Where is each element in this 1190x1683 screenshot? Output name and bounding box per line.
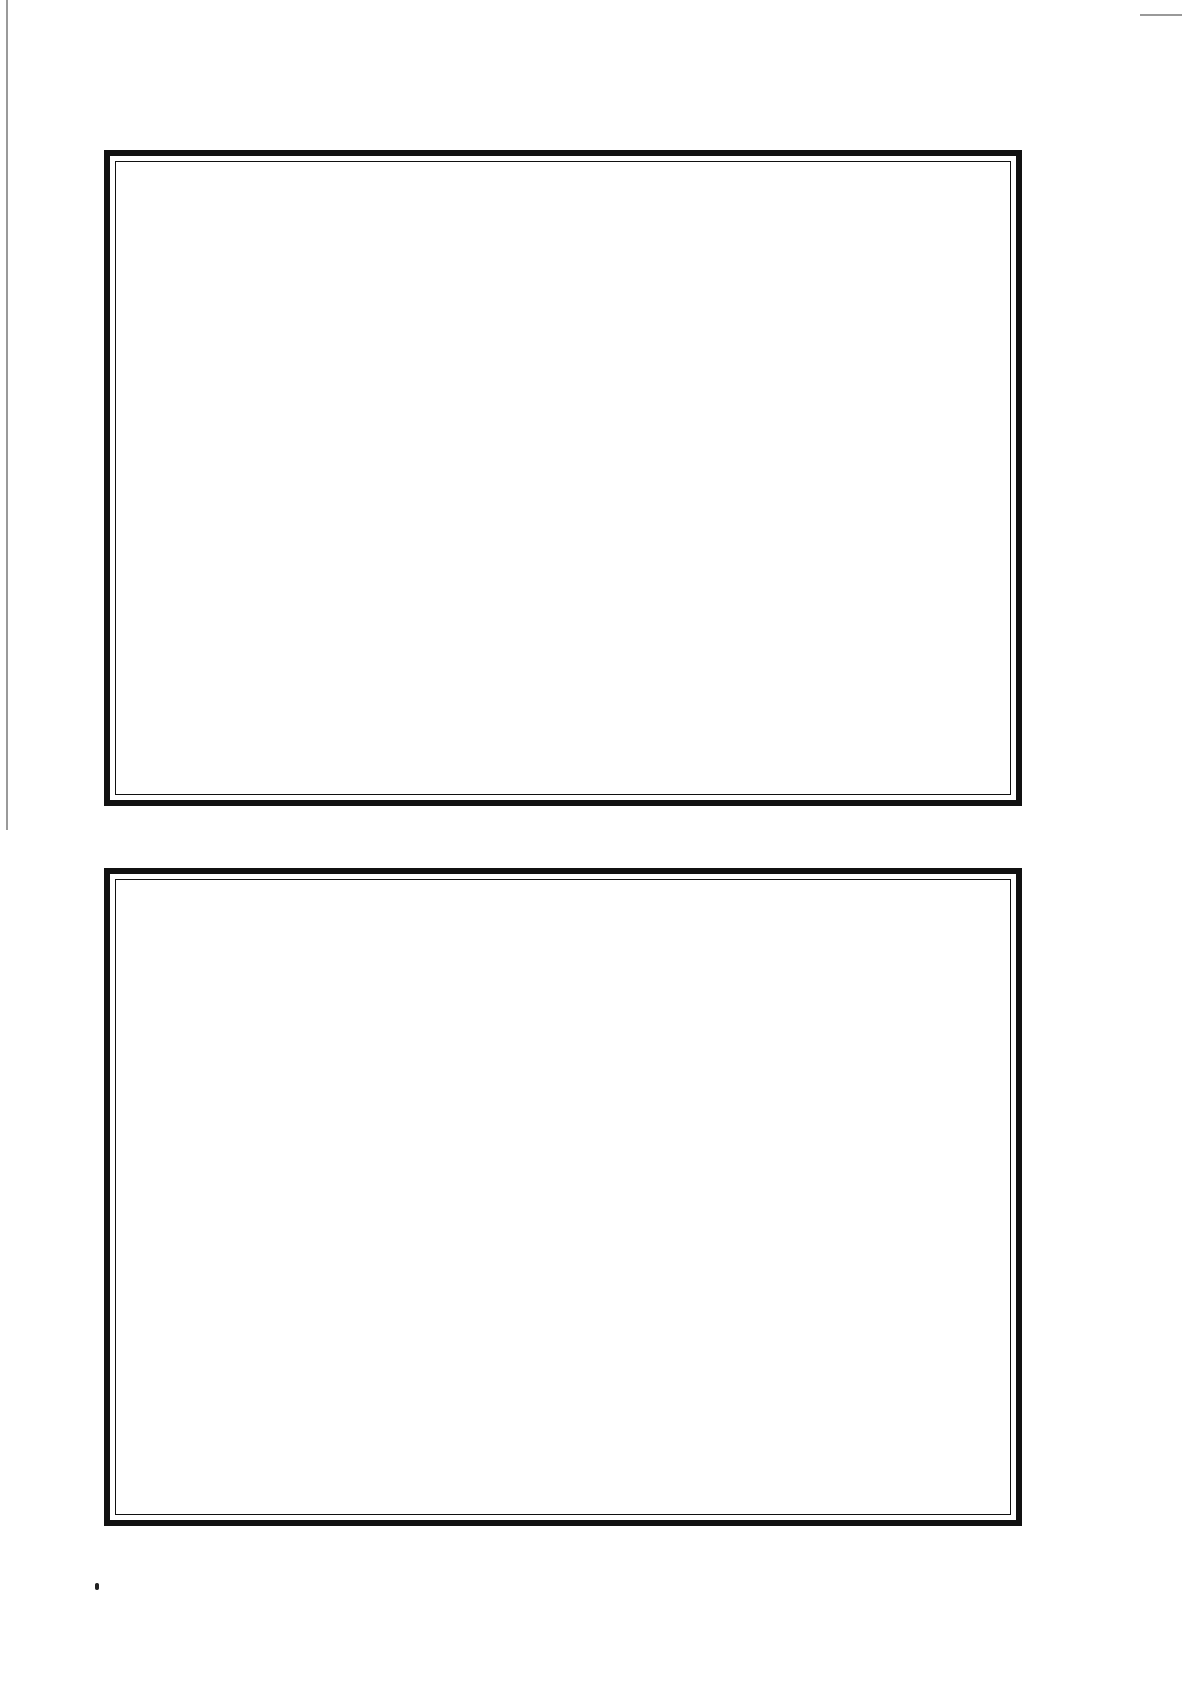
bottom-columns [120, 884, 1006, 1510]
scan-speck [95, 1583, 99, 1590]
scan-edge-line [6, 0, 8, 830]
top-columns [120, 166, 1006, 790]
top-page-panel [104, 150, 1022, 806]
scan-mark [1140, 14, 1182, 16]
bottom-page-panel [104, 868, 1022, 1526]
